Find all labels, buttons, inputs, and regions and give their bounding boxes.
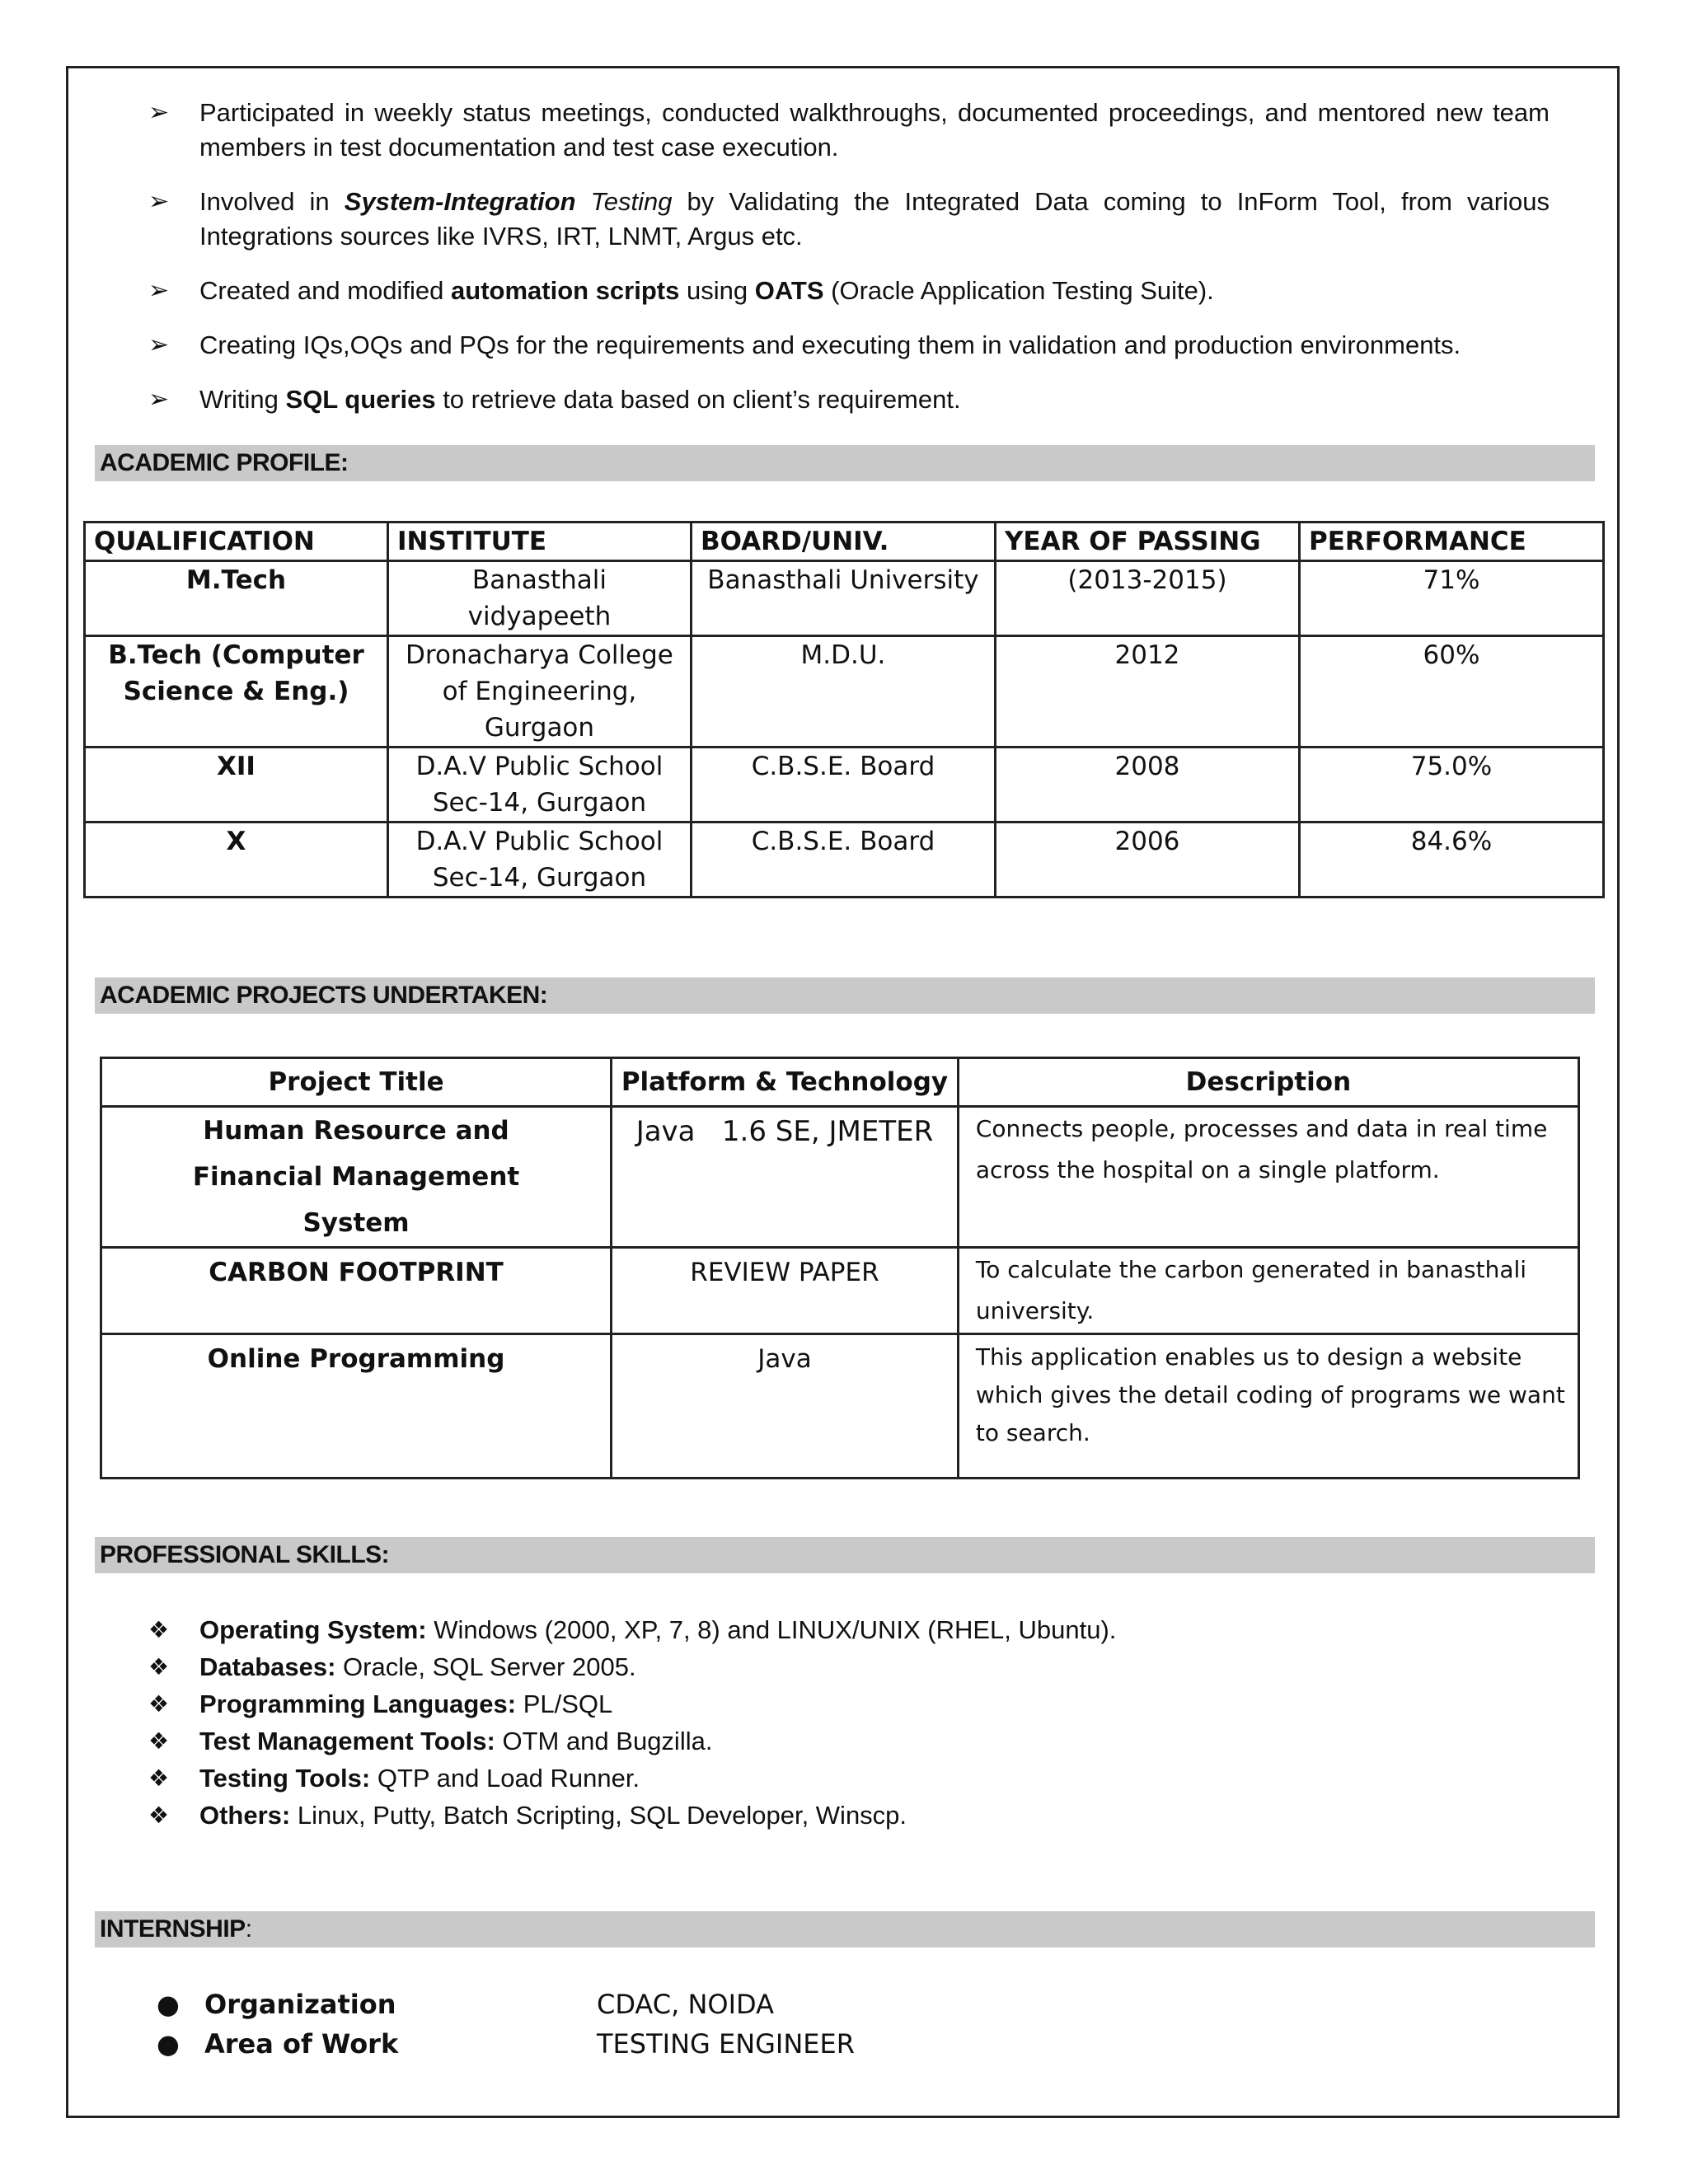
text-run: Created and modified: [199, 276, 452, 305]
text-run: using: [679, 276, 755, 305]
internship-label: Organization: [204, 1989, 396, 2020]
skill-label: Testing Tools:: [199, 1764, 371, 1793]
performance-cell: 60%: [1299, 636, 1603, 748]
skill-value: Windows (2000, XP, 7, 8) and LINUX/UNIX (RHEL, Ubuntu).: [426, 1615, 1117, 1644]
internship-item: [157, 2024, 855, 2064]
projects-table-header-row: [101, 1058, 1579, 1107]
skill-value: OTM and Bugzilla.: [495, 1727, 713, 1755]
institute-cell: Banasthali vidyapeeth: [387, 561, 691, 636]
board-cell: Banasthali University: [691, 561, 995, 636]
table-row: [101, 1334, 1579, 1479]
professional-skills-list: [148, 1611, 1550, 1834]
board-cell: C.B.S.E. Board: [691, 823, 995, 898]
diamond-bullet-icon: ❖: [148, 1802, 170, 1829]
internship-value: TESTING ENGINEER: [597, 2028, 855, 2060]
diamond-bullet-icon: ❖: [148, 1616, 170, 1643]
description-cell: This application enables us to design a website which gives the detail coding of programs we want to search.: [958, 1334, 1578, 1479]
performance-cell: 75.0%: [1299, 748, 1603, 823]
work-bullet-item: [148, 274, 1550, 308]
diamond-bullet-icon: ❖: [148, 1653, 170, 1680]
diamond-bullet-icon: ❖: [148, 1690, 170, 1718]
skill-value: Oracle, SQL Server 2005.: [335, 1652, 636, 1681]
table-row: [101, 1248, 1579, 1334]
skill-item: [148, 1685, 1550, 1722]
text-run: (Oracle Application Testing Suite).: [823, 276, 1214, 305]
text-run: by Validating the Integrated Data coming to InForm Tool, from various Integrations sources like IVRS, IRT, LNMT, Argus etc.: [199, 187, 1550, 251]
qualification-cell: XII: [85, 748, 388, 823]
work-bullet-item: [148, 185, 1550, 254]
skill-value: QTP and Load Runner.: [370, 1764, 640, 1793]
institute-cell: Dronacharya College of Engineering, Gurgaon: [387, 636, 691, 748]
institute-cell: D.A.V Public School Sec-14, Gurgaon: [387, 748, 691, 823]
table-row: [85, 748, 1604, 823]
diamond-bullet-icon: ❖: [148, 1765, 170, 1792]
skill-label: Test Management Tools:: [199, 1727, 495, 1755]
qualification-cell: M.Tech: [85, 561, 388, 636]
skill-label: Databases:: [199, 1652, 336, 1681]
skill-item: [148, 1797, 1550, 1834]
skill-item: [148, 1611, 1550, 1648]
text-run: automation scripts: [451, 276, 680, 305]
board-cell: M.D.U.: [691, 636, 995, 748]
header-institute: INSTITUTE: [387, 523, 691, 561]
header-performance: PERFORMANCE: [1299, 523, 1603, 561]
work-bullet-text: [199, 382, 1550, 417]
academic-profile-table: [83, 521, 1605, 898]
skill-value: Linux, Putty, Batch Scripting, SQL Developer, Winscp.: [290, 1801, 907, 1830]
year-cell: 2012: [995, 636, 1299, 748]
project-title-cell: CARBON FOOTPRINT: [101, 1248, 612, 1334]
qualification-cell: X: [85, 823, 388, 898]
skill-value: PL/SQL: [516, 1690, 613, 1718]
qualification-cell: B.Tech (Computer Science & Eng.): [85, 636, 388, 748]
project-title-cell: Human Resource and Financial Management System: [101, 1107, 612, 1248]
internship-list: [157, 1985, 855, 2064]
platform-cell: Java 1.6 SE, JMETER: [612, 1107, 959, 1248]
header-qualification: QUALIFICATION: [85, 523, 388, 561]
academic-profile-heading: [95, 445, 1595, 481]
work-bullet-item: [148, 382, 1550, 417]
description-cell: Connects people, processes and data in real time across the hospital on a single platform.: [958, 1107, 1578, 1248]
text-run: Creating IQs,OQs and PQs for the requirements and executing them in validation and production environments.: [199, 330, 1461, 359]
table-row: [101, 1107, 1579, 1248]
institute-cell: D.A.V Public School Sec-14, Gurgaon: [387, 823, 691, 898]
text-run: OATS: [754, 276, 824, 305]
board-cell: C.B.S.E. Board: [691, 748, 995, 823]
header-year-of-passing: YEAR OF PASSING: [995, 523, 1299, 561]
professional-skills-heading: [95, 1537, 1595, 1573]
professional-skills-heading-text: PROFESSIONAL SKILLS:: [100, 1541, 390, 1568]
year-cell: 2008: [995, 748, 1299, 823]
skill-label: Operating System:: [199, 1615, 427, 1644]
academic-table-header-row: [85, 523, 1604, 561]
project-title-cell: Online Programming: [101, 1334, 612, 1479]
text-run: Involved in: [199, 187, 345, 216]
internship-item: [157, 1985, 855, 2024]
header-platform: Platform & Technology: [612, 1058, 959, 1107]
performance-cell: 84.6%: [1299, 823, 1603, 898]
work-bullet-text: [199, 274, 1550, 308]
academic-projects-table: [100, 1057, 1580, 1479]
year-cell: (2013-2015): [995, 561, 1299, 636]
header-board: BOARD/UNIV.: [691, 523, 995, 561]
table-row: [85, 636, 1604, 748]
arrow-bullet-icon: ➢: [148, 330, 170, 359]
diamond-bullet-icon: ❖: [148, 1727, 170, 1755]
skill-item: [148, 1722, 1550, 1760]
arrow-bullet-icon: ➢: [148, 98, 170, 127]
internship-label: Area of Work: [204, 2028, 399, 2060]
work-bullet-text: [199, 96, 1550, 165]
skill-item: [148, 1760, 1550, 1797]
work-bullet-text: [199, 328, 1550, 363]
text-run: Testing: [575, 187, 673, 216]
bullet-dot-icon: ●: [157, 1989, 180, 2020]
platform-cell: Java: [612, 1334, 959, 1479]
skill-label: Others:: [199, 1801, 291, 1830]
work-responsibilities-list: [148, 96, 1550, 437]
table-row: [85, 561, 1604, 636]
work-bullet-text: [199, 185, 1550, 254]
bullet-dot-icon: ●: [157, 2028, 180, 2060]
internship-heading: [95, 1911, 1595, 1947]
academic-profile-heading-text: ACADEMIC PROFILE:: [100, 449, 349, 476]
arrow-bullet-icon: ➢: [148, 276, 170, 305]
table-row: [85, 823, 1604, 898]
performance-cell: 71%: [1299, 561, 1603, 636]
arrow-bullet-icon: ➢: [148, 187, 170, 216]
text-run: to retrieve data based on client’s requirement.: [435, 385, 961, 414]
description-cell: To calculate the carbon generated in banasthali university.: [958, 1248, 1578, 1334]
skill-label: Programming Languages:: [199, 1690, 517, 1718]
work-bullet-item: [148, 96, 1550, 165]
arrow-bullet-icon: ➢: [148, 385, 170, 414]
skill-item: [148, 1648, 1550, 1685]
text-run: SQL queries: [285, 385, 436, 414]
internship-heading-colon: :: [245, 1915, 252, 1943]
text-run: Participated in weekly status meetings, conducted walkthroughs, documented proceedings, and mentored new team members in test documentation and test case execution.: [199, 98, 1550, 162]
internship-heading-text: INTERNSHIP: [100, 1915, 246, 1943]
header-project-title: Project Title: [101, 1058, 612, 1107]
work-bullet-item: [148, 328, 1550, 363]
academic-projects-heading-text: ACADEMIC PROJECTS UNDERTAKEN:: [100, 982, 548, 1009]
academic-projects-heading: [95, 977, 1595, 1014]
header-description: Description: [958, 1058, 1578, 1107]
year-cell: 2006: [995, 823, 1299, 898]
platform-cell: REVIEW PAPER: [612, 1248, 959, 1334]
text-run: System-Integration: [344, 187, 576, 216]
internship-value: CDAC, NOIDA: [597, 1989, 774, 2020]
text-run: Writing: [199, 385, 286, 414]
